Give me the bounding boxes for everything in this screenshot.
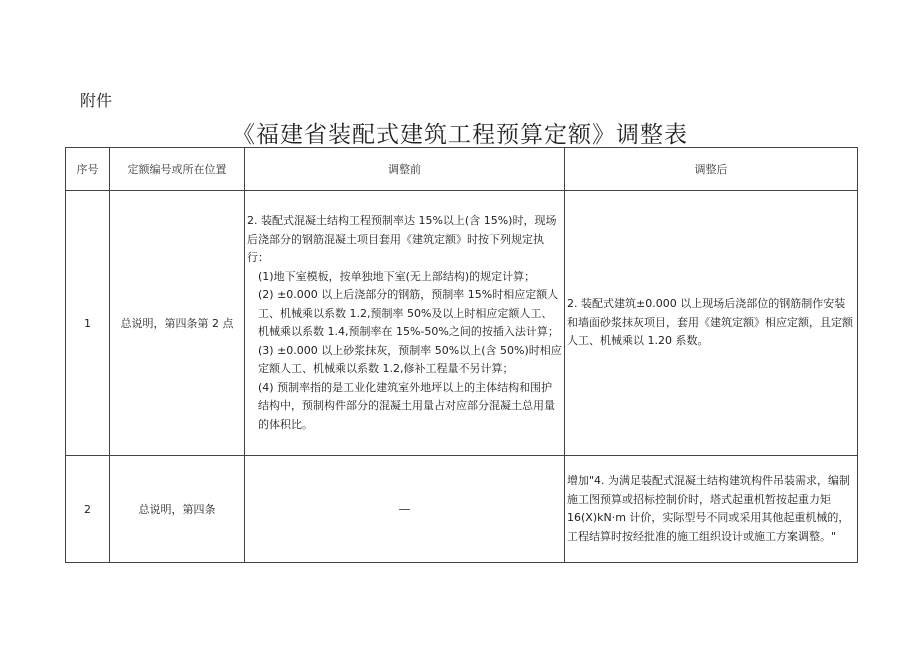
row-after-cell [565, 456, 858, 563]
row-before-cell [245, 191, 565, 456]
row-no: 1 [66, 191, 110, 456]
before-item-2: (2) ±0.000 以上后浇部分的钢筋，预制率 15%时相应定额人工、机械乘以系数 1.2,预制率 50%及以上时相应定额人工、机械乘以系数 1.4,预制率在 15%-50%之间的按插入法计算； [258, 288, 559, 338]
before-item-3: (3) ±0.000 以上砂浆抹灰，预制率 50%以上(含 50%)时相应定额人工、机械乘以系数 1.2,修补工程量不另计算； [258, 343, 562, 375]
annex-label: 附件 [80, 91, 113, 110]
document-title: 《福建省装配式建筑工程预算定额》调整表 [232, 122, 688, 148]
row-location: 总说明，第四条第 2 点 [110, 191, 245, 456]
row-after-cell [565, 191, 858, 456]
table-row [66, 191, 858, 456]
header-no: 序号 [66, 148, 110, 191]
table-row [66, 456, 858, 563]
row-before-dash: — [245, 456, 565, 563]
header-after: 调整后 [565, 148, 858, 191]
before-item-4: (4) 预制率指的是工业化建筑室外地坪以上的主体结构和围护结构中，预制构件部分的混凝土用量占对应部分混凝土总用量的体积比。 [258, 380, 555, 431]
header-location: 定额编号或所在位置 [110, 148, 245, 191]
before-paragraph: 2. 装配式混凝土结构工程预制率达 15%以上(含 15%)时，现场后浇部分的钢筋混凝土项目套用《建筑定额》时按下列规定执行： [247, 214, 557, 264]
row-no: 2 [66, 456, 110, 563]
row-location: 总说明，第四条 [110, 456, 245, 563]
after-text: 增加"4. 为满足装配式混凝土结构建筑构件吊装需求，编制施工图预算或招标控制价时，塔式起重机暂按起重力矩 16(X)kN·m 计价，实际型号不同或采用其他起重机械的，工程结算时按经批准的施工组织设计或施工方案调整。" [567, 474, 851, 543]
after-text: 2. 装配式建筑±0.000 以上现场后浇部位的钢筋制作安装和墙面砂浆抹灰项目，套用《建筑定额》相应定额，且定额人工、机械乘以 1.20 系数。 [567, 297, 853, 348]
header-before: 调整前 [245, 148, 565, 191]
before-item-1: (1)地下室模板，按单独地下室(无上部结构)的规定计算； [258, 269, 536, 283]
table-header-row [66, 148, 858, 191]
adjustment-table [65, 147, 858, 563]
